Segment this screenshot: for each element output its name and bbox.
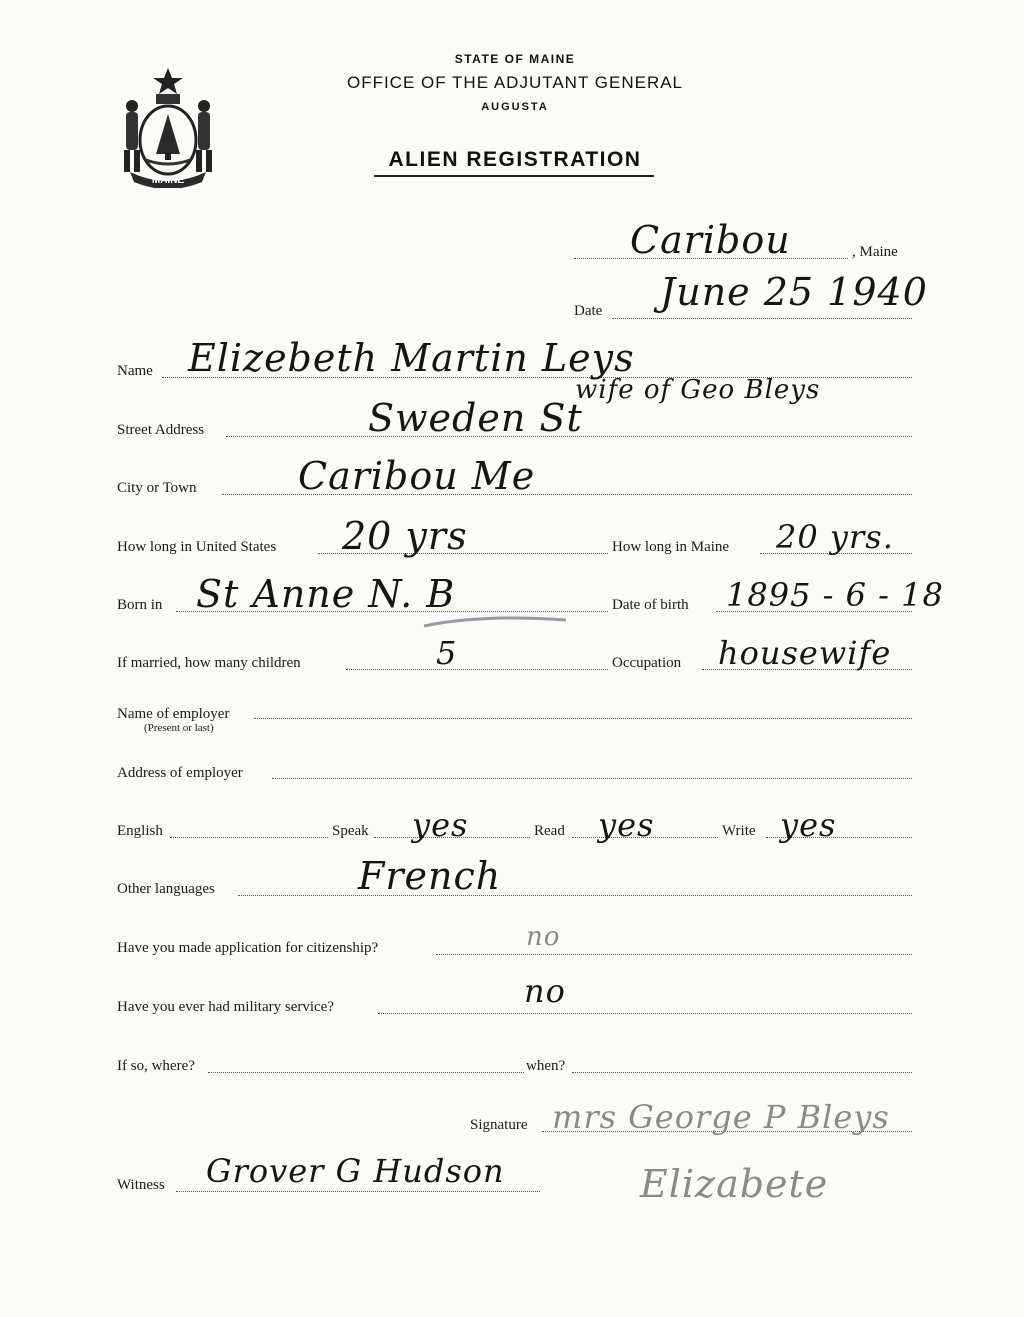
when-line: [572, 1072, 912, 1073]
dob-label: Date of birth: [612, 597, 689, 613]
date-entry: June 25 1940: [660, 270, 928, 314]
english-line: [170, 837, 328, 838]
citizenship-entry: no: [526, 922, 561, 952]
other-languages-line: [238, 895, 912, 896]
signature-entry: mrs George P Bleys: [552, 1098, 890, 1136]
witness-label: Witness: [117, 1177, 165, 1193]
write-label: Write: [722, 823, 756, 839]
dob-entry: 1895 - 6 - 18: [726, 576, 944, 614]
street-label: Street Address: [117, 422, 205, 438]
maine-state-seal-icon: [112, 64, 224, 188]
when-label: when?: [526, 1058, 566, 1074]
maine-label: , Maine: [852, 244, 898, 260]
name-label: Name: [117, 363, 153, 379]
occupation-label: Occupation: [612, 655, 682, 671]
occupation-entry: housewife: [718, 634, 892, 672]
witness-entry: Grover G Hudson: [206, 1152, 505, 1190]
employer-sub-label: (Present or last): [144, 722, 214, 734]
military-label: Have you ever had military service?: [117, 999, 334, 1015]
other-languages-label: Other languages: [117, 881, 215, 897]
children-label: If married, how many children: [117, 655, 301, 671]
seal-banner-text: MAINE: [151, 175, 185, 186]
born-in-label: Born in: [117, 597, 163, 613]
military-line: [378, 1013, 912, 1014]
read-entry: yes: [598, 806, 655, 844]
pencil-underline-mark: [420, 606, 570, 632]
town-entry: Caribou: [630, 218, 791, 262]
street-entry: Sweden St: [368, 396, 583, 440]
speak-label: Speak: [332, 823, 369, 839]
citizenship-label: Have you made application for citizenship?: [117, 940, 379, 956]
how-long-us-label: How long in United States: [117, 539, 277, 555]
if-so-label: If so, where?: [117, 1058, 195, 1074]
city-label: City or Town: [117, 480, 197, 496]
citizenship-line: [436, 954, 912, 955]
write-entry: yes: [780, 806, 837, 844]
header-city: AUGUSTA: [481, 101, 549, 113]
signature-entry-2: Elizabete: [640, 1162, 829, 1206]
born-in-entry: St Anne N. B: [196, 572, 456, 616]
employer-address-label: Address of employer: [117, 765, 243, 781]
children-line: [346, 669, 608, 670]
date-label: Date: [574, 303, 603, 319]
title-underline: [374, 175, 654, 177]
children-entry: 5: [436, 634, 458, 672]
signature-label: Signature: [470, 1117, 528, 1133]
if-so-line: [208, 1072, 524, 1073]
english-label: English: [117, 823, 163, 839]
speak-entry: yes: [412, 806, 469, 844]
employer-address-line: [272, 778, 912, 779]
name-note-entry: wife of Geo Bleys: [575, 375, 821, 405]
header-office: OFFICE OF THE ADJUTANT GENERAL: [346, 73, 684, 92]
name-entry: Elizebeth Martin Leys: [188, 336, 635, 380]
how-long-maine-entry: 20 yrs.: [776, 518, 894, 556]
how-long-maine-label: How long in Maine: [612, 539, 730, 555]
other-languages-entry: French: [358, 854, 502, 898]
witness-line: [176, 1191, 540, 1192]
city-entry: Caribou Me: [298, 454, 536, 498]
read-label: Read: [534, 823, 565, 839]
date-line: [612, 318, 912, 319]
header-state: STATE OF MAINE: [454, 52, 576, 66]
employer-line: [254, 718, 912, 719]
employer-label: Name of employer: [117, 706, 230, 722]
form-title: ALIEN REGISTRATION: [388, 148, 642, 171]
how-long-us-entry: 20 yrs: [342, 514, 468, 558]
military-entry: no: [524, 972, 566, 1010]
